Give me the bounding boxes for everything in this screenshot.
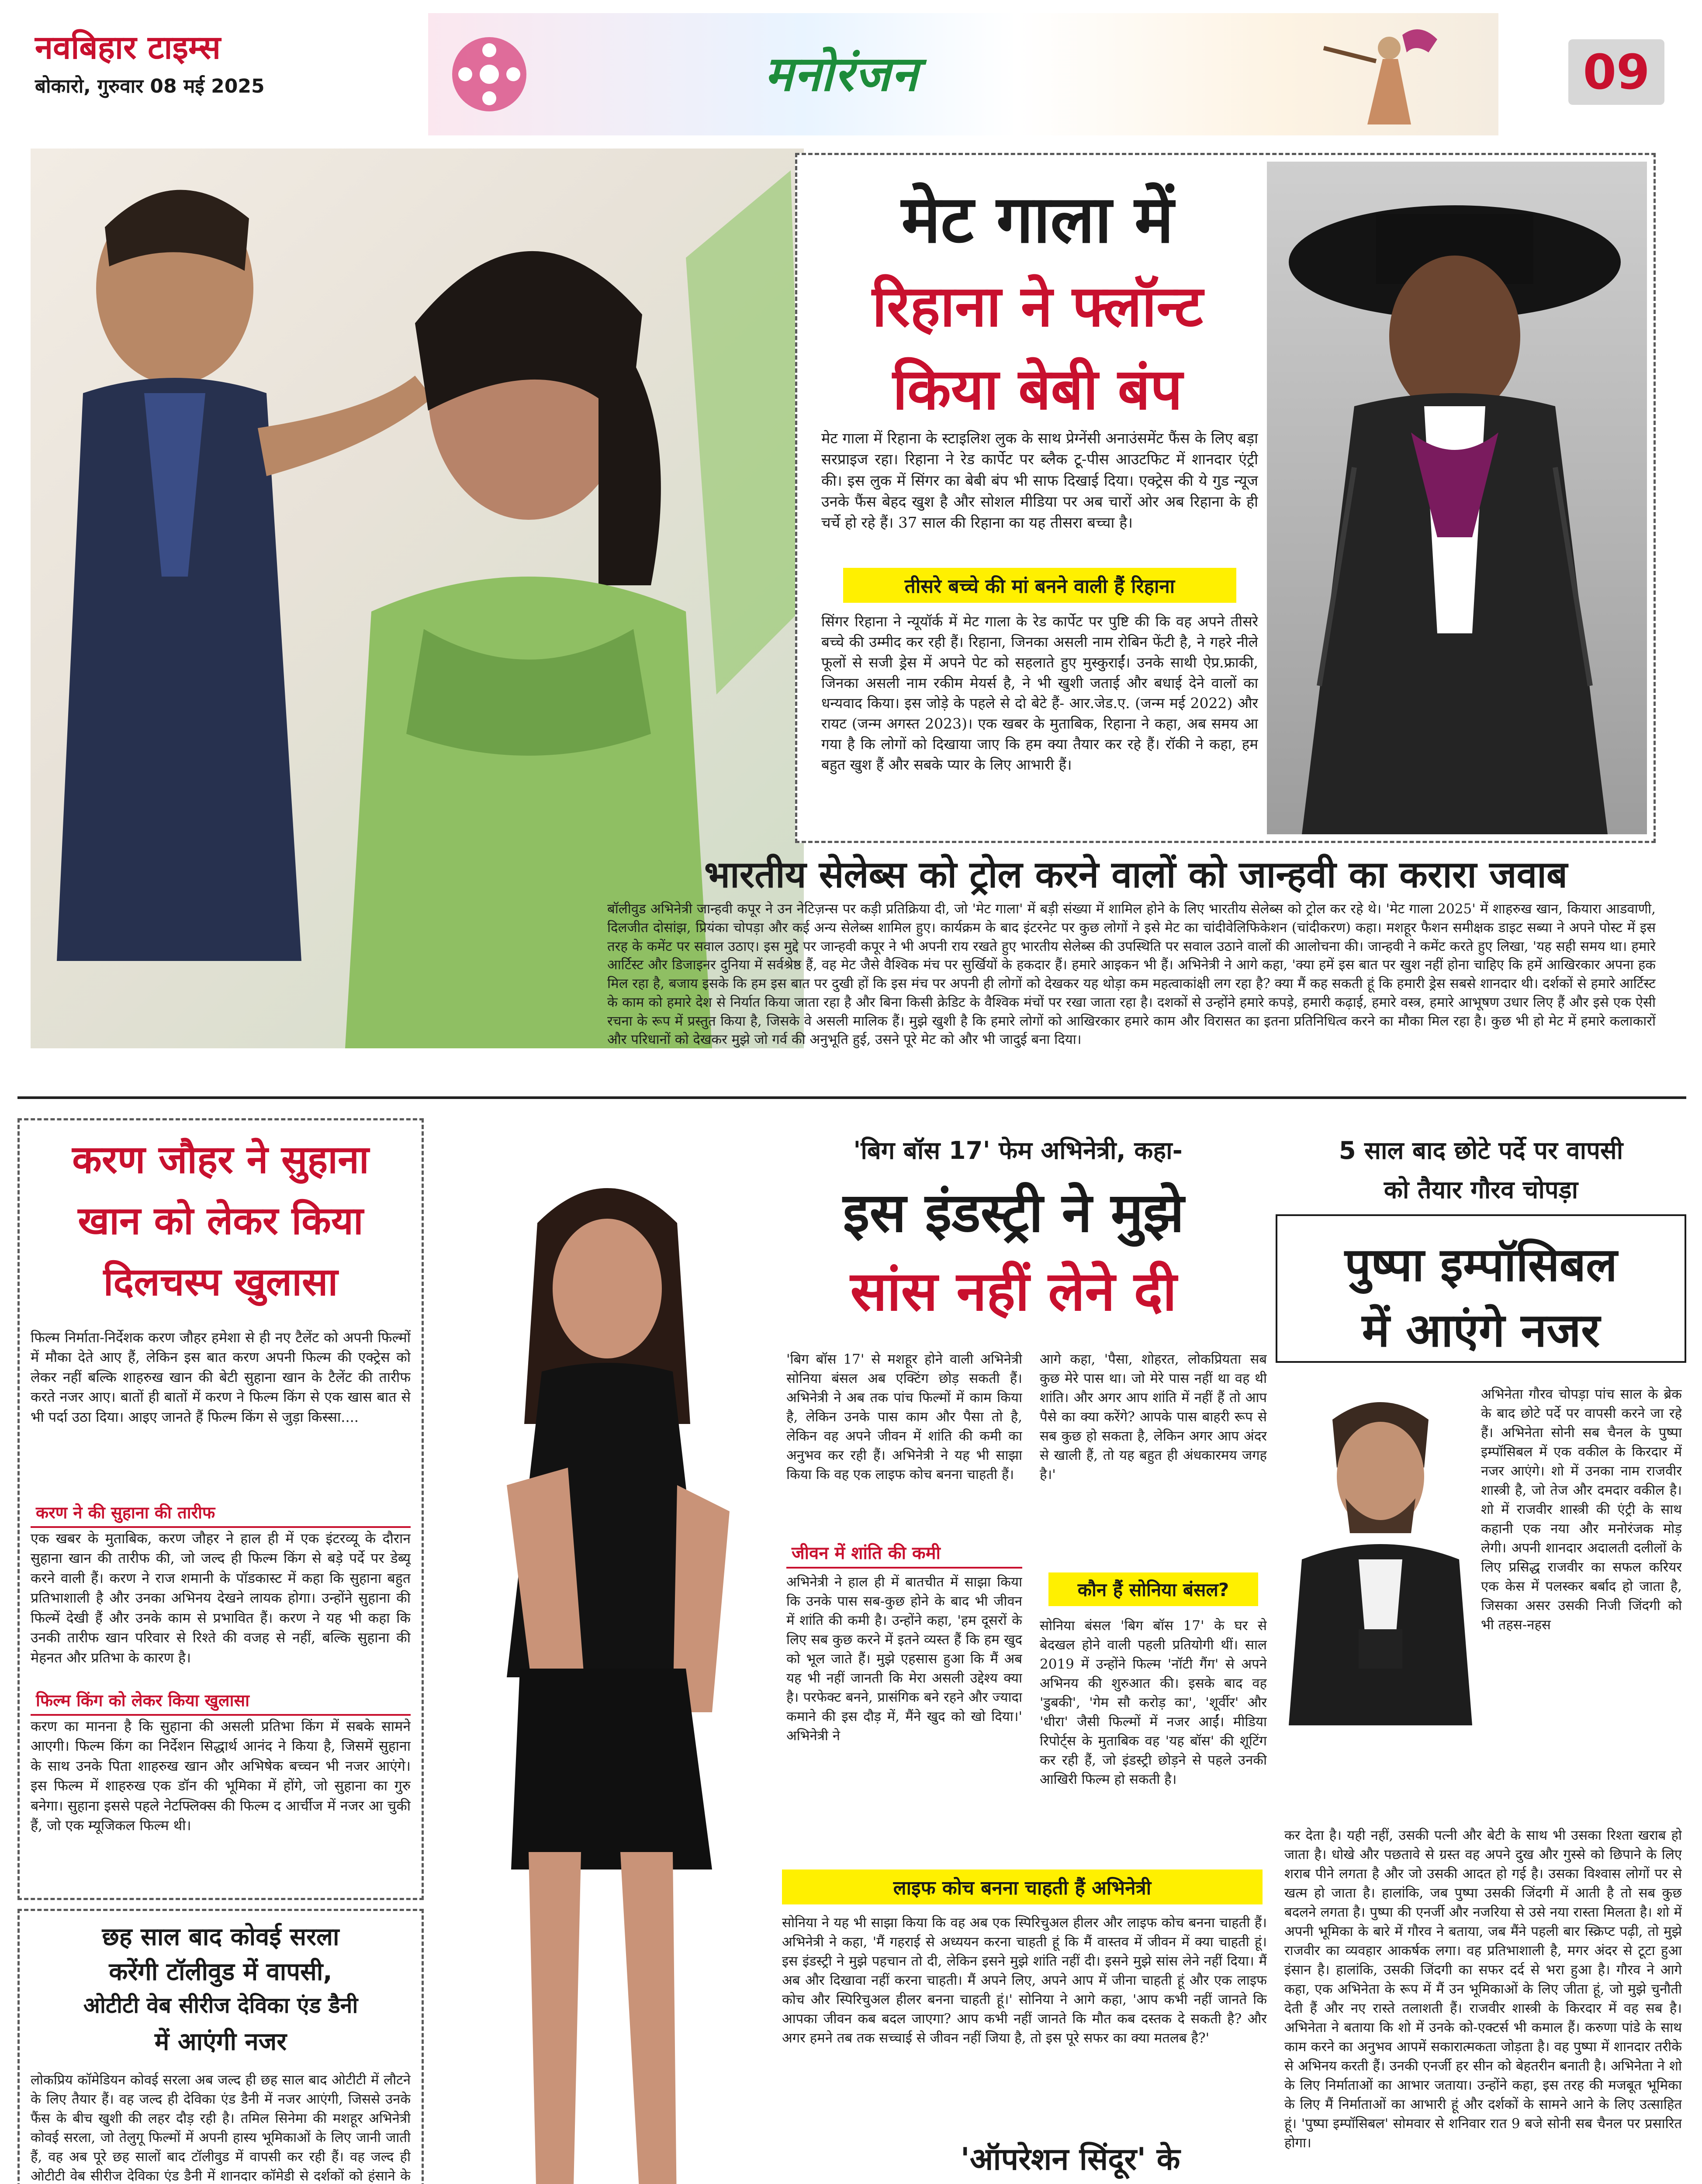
soniya-kicker: 'बिग बॉस 17' फेम अभिनेत्री, कहा- bbox=[853, 1137, 1183, 1165]
gaurav-kicker-1: 5 साल बाद छोटे पर्दे पर वापसी bbox=[1339, 1137, 1623, 1165]
soniya-col1-a: 'बिग बॉस 17' से मशहूर होने वाली अभिनेत्री सोनिया बंसल अब एक्टिंग छोड़ सकती हैं। अभिनेत्री ने अब तक पांच फिल्मों में काम किया है, लेकिन उनके पास काम और पैसा तो है, लेकिन वह अपने जीवन में शांति की कमी का अनुभव कर रही हैं। अभिनेत्री ने यह भी साझा किया कि वह एक लाइफ कोच बनना चाहती हैं। bbox=[786, 1351, 1022, 1483]
soniya-headline-2: सांस नहीं लेने दी bbox=[850, 1260, 1177, 1323]
rihanna-intro: मेट गाला में रिहाना के स्टाइलिश लुक के साथ प्रेग्नेंसी अनाउंसमेंट फैंस के लिए बड़ा सरप्राइज रहा। रिहाना ने रेड कार्पेट पर ब्लैक टू-पीस आउटफिट में शानदार एंट्री की। इस लुक में सिंगर का बेबी बंप भी साफ दिखाई दिया। एक्ट्रेस की ये गुड न्यूज उनके फैंस बेहद खुश है और सोशल मीडिया पर अब चारों ओर अब रिहाना के ही चर्चे हो रहे हैं। 37 साल की रिहाना का यह तीसरा बच्चा है। bbox=[821, 430, 1258, 532]
rihanna-headline-1: मेट गाला में bbox=[901, 182, 1174, 258]
janhvi-body: बॉलीवुड अभिनेत्री जान्हवी कपूर ने उन नेटिज़न्स पर कड़ी प्रतिक्रिया दी, जो 'मेट गाला' में बड़ी संख्या में शामिल होने के लिए भारतीय सेलेब्स को ट्रोल कर रहे थे। 'मेट गाला 2025' में शाहरुख खान, कियारा आडवाणी, दिलजीत दोसांझ, प्रियंका चोपड़ा और कई अन्य सेलेब्स शामिल हुए। कार्यक्रम के बाद इंटरनेट पर कुछ लोगों ने इसे मेट का चांदीवेलिफिकेशन (चांदीकरण) कहा। मशहूर फैशन समीक्षक डाइट सब्या ने अपने पोस्ट में इस तरह के कमेंट पर सवाल उठाए। इस मुद्दे पर जान्हवी कपूर ने भी अपनी राय रखते हुए भारतीय सेलेब्स की उपस्थिति पर सवाल उठाने वालों की आलोचना की। जान्हवी ने कमेंट करते हुए लिखा, 'यह सही समय था। हमारे आर्टिस्ट और डिजाइनर दुनिया में सर्वश्रेष्ठ हैं, वह मेट जैसे वैश्विक मंच पर सुर्खियों के हकदार हैं। हमारे आइकन भी हैं। अभिनेत्री ने आगे कहा, 'क्या हमें इस बात पर खुश नहीं होना चाहिए कि हमें आखिरकार अपना हक मिल रहा है, बजाय इसके कि हम इस बात पर दुखी हों कि इस मंच पर अपनी ही लोगों को देखकर यह थोड़ा कम महत्वाकांक्षी लग रहा है? क्या मैं कह सकती हूं कि हमारी ड्रेस सबसे शानदार थी। दर्शकों से हमारे आर्टिस्ट के काम को हमारे देश से निर्यात किया जाता रहा है और बिना किसी क्रेडिट के वैश्विक मंचों पर रखा जाता रहा है। दशकों से उन्होंने हमारे कपड़े, हमारी कढ़ाई, हमारे वस्त्र, हमारे आभूषण उधार लिए हैं और इसे एक ऐसी रचना के रूप में प्रस्तुत किया है, जिसके वे असली मालिक हैं। मुझे खुशी है कि हमारे लोगों को आखिरकार हमारे काम और विरासत का इतना प्रतिनिधित्व करने का मौका मिल रहा है। कुछ भी हो मेट में हमारे कलाकारों और परिधानों को देखकर मुझे जो गर्व की अनुभूति हुई, उसने पूरे मेट को और भी जादुई बना दिया। bbox=[607, 901, 1656, 1048]
paper-name: नवबिहार टाइम्स bbox=[35, 29, 221, 66]
karan-body-1: एक खबर के मुताबिक, करण जौहर ने हाल ही में एक इंटरव्यू के दौरान सुहाना खान की तारीफ की, जो जल्द ही फिल्म किंग से बड़े पर्दे पर डेब्यू करने वाली हैं। करण ने राज शमानी के पॉडकास्ट में कहा कि सुहाना बहुत प्रतिभाशाली है और उनका अभिनय देखने लायक होगा। उन्होंने सुहाना की फिल्में देखी हैं और उनके काम से प्रभावित हैं। करण ने यह भी कहा कि उनकी तारीफ खान परिवार से रिश्ते की वजह से नहीं, बल्कि सुहाना की मेहनत और प्रतिभा के कारण है। bbox=[31, 1530, 411, 1666]
rihanna-body: सिंगर रिहाना ने न्यूयॉर्क में मेट गाला के रेड कार्पेट पर पुष्टि की कि वह अपने तीसरे बच्चे की उम्मीद कर रही हैं। रिहाना, जिनका असली नाम रोबिन फेंटी है, ने गहरे नीले फूलों से सजी ड्रेस में अपने पेट को सहलाते हुए मुस्कुराईं। उनके साथी ऐप्र.फ्राकी, जिनका असली नाम रकीम मेयर्स है, ने भी खुशी जताई और बधाई देने वालों का धन्यवाद किया। इस जोड़े के पहले से दो बेटे हैं- आर.जेड.ए. (जन्म मई 2022) और रायट (जन्म अगस्त 2023)। एक खबर के मुताबिक, रिहाना ने कहा, अब समय आ गया है कि लोगों को दिखाया जाए कि हम क्या तैयार कर रहे हैं। रॉकी ने कहा, हम बहुत खुश हैं और सबके प्यार के लिए आभारी हैं। bbox=[821, 613, 1258, 774]
rihanna-headline-2: रिहाना ने फ्लॉन्ट bbox=[872, 273, 1203, 339]
rihanna-photo bbox=[1267, 162, 1647, 834]
kovai-body-1: लोकप्रिय कॉमेडियन कोवई सरला अब जल्द ही छह साल बाद ओटीटी में लौटने के लिए तैयार हैं। वह जल्द ही देविका एंड डैनी में नजर आएंगी, जिससे उनके फैंस के बीच खुशी की लहर दौड़ रही है। तमिल सिनेमा की मशहूर अभिनेत्री कोवई सरला, जो तेलुगू फिल्मों में अपनी हास्य भूमिकाओं के लिए जानी जाती हैं, वह अब पूरे छह सालों बाद टॉलीवुड में वापसी कर रही हैं। वह जल्द ही ओटीटी वेब सीरीज देविका एंड डैनी में शानदार कॉमेडी से दर्शकों को हंसाने के bbox=[31, 2072, 411, 2184]
gaurav-body-b: कर देता है। यही नहीं, उसकी पत्नी और बेटी के साथ भी उसका रिश्ता खराब हो जाता है। धोखे और पछतावे से ग्रस्त वह अपने दुख और गुस्से को छिपाने के लिए शराब पीने लगता है और जो उसकी आदत हो गई है। उसका विश्वास लोगों पर से खत्म हो जाता है। हालांकि, जब पुष्पा उसकी जिंदगी में आती है तो सब कुछ बदलने लगता है। पुष्पा की एनर्जी और नजरिया से उसे नया रास्ता मिलता है। शो में अपनी भूमिका के बारे में गौरव ने बताया, जब मैंने पहली बार स्क्रिप्ट पढ़ी, तो मुझे राजवीर का व्यवहार आकर्षक लगा। वह प्रतिभाशाली है, मगर अंदर से टूटा हुआ इंसान है। हालांकि, उसकी जिंदगी का सफर दर्द से भरा हुआ है। गौरव ने आगे कहा, एक अभिनेता के रूप में मैं उन भूमिकाओं के लिए जीता हूं, जो मुझे चुनौती देती हैं और नए रास्ते तलाशती हैं। राजवीर शास्त्री के किरदार में वह सब है। अभिनेता ने बताया कि शो में उनके को-एक्टर्स भी कमाल हैं। करुणा पांडे के साथ काम करने का अनुभव आपमें सकारात्मकता जोड़ता है। वह पुष्पा में शानदार तरीके से अभिनय करती हैं। उनकी एनर्जी हर सीन को बेहतरीन बनाती है। अभिनेता ने शो के लिए निर्माताओं का आभार जताया। उन्होंने कहा, इस तरह की मजबूत भूमिका के लिए मैं निर्माताओं का आभारी हूं और दर्शकों के सामने आने के लिए उत्साहित हूं। 'पुष्पा इम्पॉसिबल' सोमवार से शनिवार रात 9 बजे सोनी सब चैनल पर प्रसारित होगा। bbox=[1284, 1828, 1682, 2151]
karan-intro: फिल्म निर्माता-निर्देशक करण जौहर हमेशा से ही नए टैलेंट को अपनी फिल्मों में मौका देते आए हैं, लेकिन इस बात करण अपनी फिल्म की एक्ट्रेस को लेकर नहीं बल्कि शाहरुख खान की बेटी सुहाना खान के टैलेंट की तारीफ करते नजर आए। बातों ही बातों में करण ने फिल्म किंग से एक खास बात से भी पर्दा उठा दिया। आइए जानते हैं फिल्म किंग से जुड़ा किस्सा.... bbox=[31, 1329, 411, 1425]
section-banner bbox=[428, 13, 1498, 135]
soniya-col2-b: सोनिया बंसल 'बिग बॉस 17' के घर से बेदखल होने वाली पहली प्रतियोगी थीं। साल 2019 में उन्होंने फिल्म 'नॉटी गैंग' से अपने अभिनय की शुरुआत की। इसके बाद वह 'डुबकी', 'गेम सौ करोड़ का', 'शूर्वीर' और 'धीरा' जैसी फिल्मों में नजर आईं। मीडिया रिपोर्ट्स के मुताबिक वह 'यह बॉस' की शूटिंग कर रही हैं, जो इंडस्ट्री छोड़ने से पहले उनकी आखिरी फिल्म हो सकती है। bbox=[1040, 1618, 1267, 1788]
gaurav-body-a: अभिनेता गौरव चोपड़ा पांच साल के ब्रेक के बाद छोटे पर्दे पर वापसी करने जा रहे हैं। अभिनेता सोनी सब चैनल के पुष्पा इम्पॉसिबल में एक वकील के किरदार में नजर आएंगे। शो में उनका नाम राजवीर शास्त्री है, जो तेज और दमदार वकील है। शो में राजवीर शास्त्री की एंट्री के साथ कहानी एक नया और मनोरंजक मोड़ लेगी। अपनी शानदार अदालती दलीलों के लिए प्रसिद्ध राजवीर का सफल करियर एक केस में पलस्कर बर्बाद हो जाता है, जिसका असर उसकी निजी जिंदगी को भी तहस-नहस bbox=[1481, 1386, 1682, 1633]
janhvi-headline: भारतीय सेलेब्स को ट्रोल करने वालों को जान्हवी का करारा जवाब bbox=[704, 853, 1568, 896]
kovai-headline-2: करेंगी टॉलीवुड में वापसी, bbox=[109, 1958, 332, 1986]
soniya-col1-b: अभिनेत्री ने हाल ही में बातचीत में साझा किया कि उनके पास सब-कुछ होने के बाद भी जीवन में शांति की कमी है। उन्होंने कहा, 'हम दूसरों के लिए सब कुछ करने में इतने व्यस्त हैं कि हम खुद को भूल जाते हैं। मुझे एहसास हुआ कि मैं अब यह भी नहीं जानती कि मेरा असली उद्देश्य क्या है। परफेक्ट बनने, प्रासंगिक बने रहने और ज्यादा कमाने की इस दौड़ में, मैंने खुद को खो दिया।' अभिनेत्री ने bbox=[786, 1574, 1022, 1744]
karan-subhead-1: करण ने की सुहाना की तारीफ bbox=[31, 1498, 411, 1528]
soniya-col2-a: आगे कहा, 'पैसा, शोहरत, लोकप्रियता सब कुछ मेरे पास था। जो मेरे पास नहीं था वह थी शांति। और अगर आप शांति में नहीं हैं तो आप पैसे का क्या करेंगे? आपके पास बाहरी रूप से सब कुछ हो सकता है, लेकिन अगर आप अंदर से खाली हैं, तो यह बहुत ही अंधकारमय जगह है।' bbox=[1040, 1351, 1267, 1483]
section-title: मनोरंजन bbox=[765, 46, 919, 102]
page-number: 09 bbox=[1568, 39, 1664, 105]
kovai-headline-3: ओटीटी वेब सीरीज देविका एंड डैनी bbox=[83, 1993, 358, 2018]
soniya-col1-subhead: जीवन में शांति की कमी bbox=[786, 1538, 1022, 1569]
soniya-yellow-subhead: लाइफ कोच बनना चाहती हैं अभिनेत्री bbox=[782, 1870, 1263, 1904]
gaurav-chopra-photo bbox=[1284, 1385, 1472, 1725]
dancer-silhouette-icon bbox=[1258, 17, 1477, 131]
karan-headline-3: दिलचस्प खुलासा bbox=[103, 1259, 338, 1304]
soniya-body-wide: सोनिया ने यह भी साझा किया कि वह अब एक स्पिरिचुअल हीलर और लाइफ कोच बनना चाहती हैं। अभिनेत्री ने कहा, 'मैं गहराई से अध्ययन करना चाहती हूं कि मैं वास्तव में जीवन में क्या चाहती हूं। इस इंडस्ट्री ने मुझे पहचान तो दी, लेकिन इसने मुझे शांति नहीं दी। इसने मुझे सांस लेने नहीं दिया। मैं अब और दिखावा नहीं करना चाहती। मैं अपने लिए, अपने आप में जीना चाहती हूं और एक लाइफ कोच और स्पिरिचुअल हीलर बनना चाहती हूं।' सोनिया ने आगे कहा, 'आप कभी नहीं जानते कि आपका जीवन कब बदल जाएगा? आप कभी नहीं जानते कि मौत कब दस्तक दे सकती है? और अगर हमने तब तक सच्चाई से जीवन नहीं जिया है, तो इस पूरे सफर का क्या मतलब है?' bbox=[782, 1915, 1267, 2046]
soniya-headline-1: इस इंडस्ट्री ने मुझे bbox=[843, 1182, 1184, 1244]
divider bbox=[17, 1096, 1686, 1099]
karan-body-2: करण का मानना है कि सुहाना की असली प्रतिभा किंग में सबके सामने आएगी। फिल्म किंग का निर्देशन सिद्धार्थ आनंद ने किया है, जिसमें सुहाना के साथ उनके पिता शाहरुख खान और अभिषेक बच्चन भी नजर आएंगे। इस फिल्म में शाहरुख एक डॉन की भूमिका में होंगे, जो सुहाना का गुरु बनेगा। सुहाना इससे पहले नेटफ्लिक्स की फिल्म द आर्चीज में नजर आ चुकी हैं, जो एक म्यूजिकल फिल्म थी। bbox=[31, 1718, 411, 1834]
rihanna-subhead: तीसरे बच्चे की मां बनने वाली हैं रिहाना bbox=[843, 568, 1236, 603]
gaurav-headline-2: में आएंगे नजर bbox=[1362, 1303, 1600, 1357]
film-reel-icon bbox=[446, 31, 542, 118]
soniya-col2-subhead: कौन हैं सोनिया बंसल? bbox=[1048, 1572, 1258, 1606]
soniya-bansal-photo bbox=[432, 1144, 765, 2184]
karan-subhead-2: फिल्म किंग को लेकर किया खुलासा bbox=[31, 1686, 411, 1716]
gaurav-kicker-2: को तैयार गौरव चोपड़ा bbox=[1384, 1176, 1578, 1204]
dateline: बोकारो, गुरुवार 08 मई 2025 bbox=[35, 75, 265, 97]
kovai-headline-1: छह साल बाद कोवई सरला bbox=[102, 1923, 339, 1951]
manoj-kicker-1: 'ऑपरेशन सिंदूर' के bbox=[960, 2141, 1180, 2177]
karan-headline-2: खान को लेकर किया bbox=[78, 1198, 363, 1243]
gaurav-headline-1: पुष्पा इम्पॉसिबल bbox=[1345, 1238, 1617, 1292]
masthead bbox=[0, 0, 1702, 144]
karan-headline-1: करण जौहर ने सुहाना bbox=[72, 1137, 369, 1182]
rihanna-headline-3: किया बेबी बंप bbox=[893, 356, 1183, 422]
kovai-headline-4: में आएंगी नजर bbox=[154, 2028, 287, 2056]
